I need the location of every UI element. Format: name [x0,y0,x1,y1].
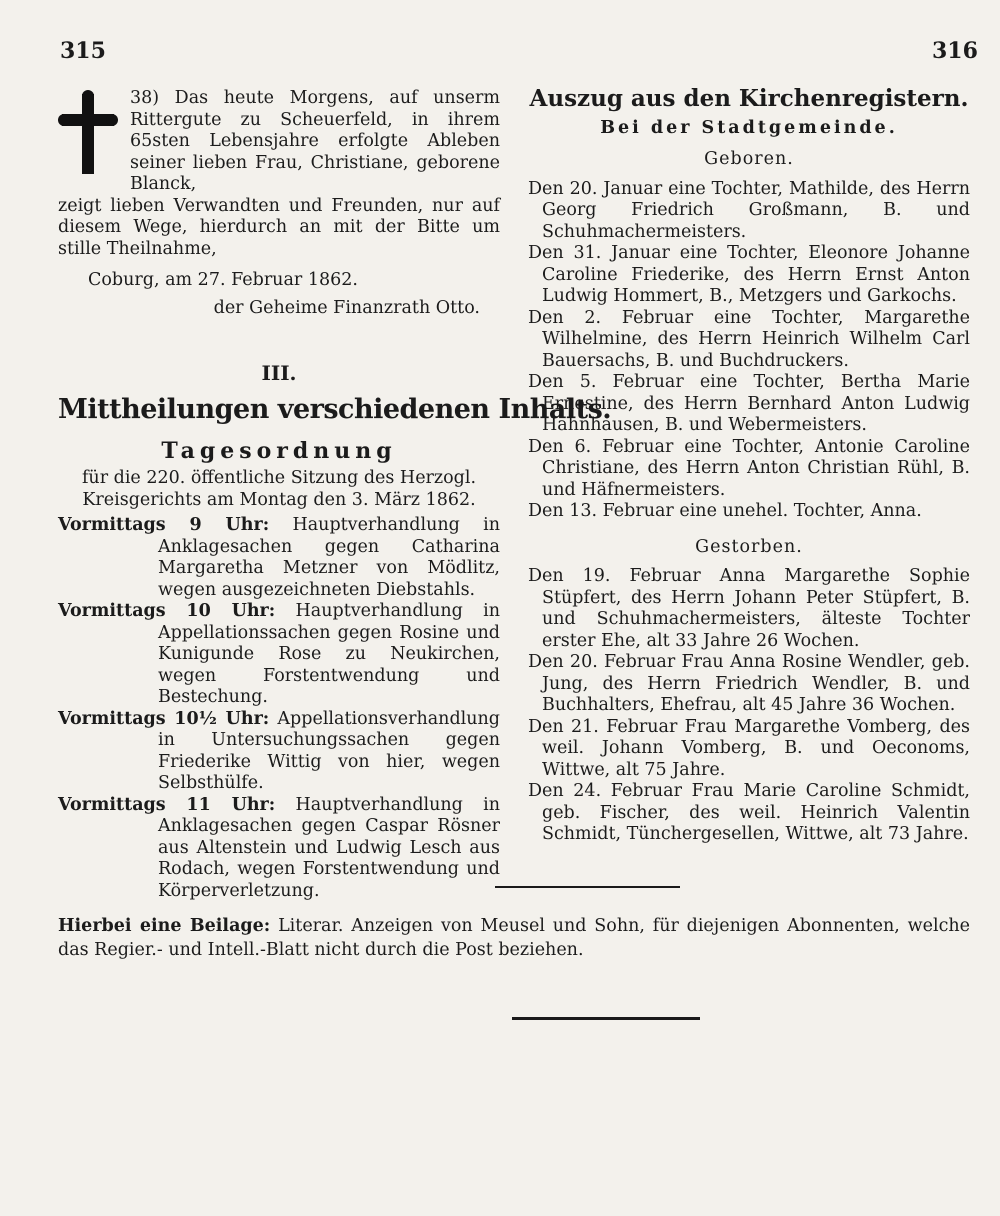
page-number-left: 315 [60,38,106,64]
agenda-text: Hauptverhandlung in Anklagesachen gegen Catharina Margaretha Metzner von Mödlitz, wegen ausgezeichneten Diebstahls. [158,515,500,600]
born-entry: Den 5. Februar eine Tochter, Bertha Marie Ernestine, des Herrn Bernhard Anton Ludwig Hahnhausen, B. und Webermeisters. [528,372,970,435]
end-rule [512,1017,700,1020]
agenda-time: Vormittags 9 Uhr: [58,515,270,535]
agenda-text: Appellationsverhandlung in Untersuchungssachen gegen Friederike Wittig von hier, wegen Selbsthülfe. [158,708,500,793]
notice-signature: der Geheime Finanzrath Otto. [213,297,480,318]
died-entry: Den 20. Februar Frau Anna Rosine Wendler, geb. Jung, des Herrn Friedrich Wendler, B. und Buchhalters, Ehefrau, alt 45 Jahre 36 Wochen. [528,652,970,715]
agenda-text: Hauptverhandlung in Anklagesachen gegen Caspar Rösner aus Altenstein und Ludwig Lesch aus Rodach, wegen Forstentwendung und Körperverletzung. [158,794,500,901]
supplement-note [58,914,970,962]
died-heading: Gestorben. [695,536,803,557]
born-entry: Den 31. Januar eine Tochter, Eleonore Johanne Caroline Friederike, des Herrn Ernst Anton Ludwig Hommert, B., Metzgers und Garkochs. [528,243,970,306]
died-entry: Den 19. Februar Anna Margarethe Sophie Stüpfert, des Herrn Johann Peter Stüpfert, B. und Schuhmachermeisters, älteste Tochter erster Ehe, alt 33 Jahre 26 Wochen. [528,566,970,651]
died-entry: Den 24. Februar Frau Marie Caroline Schmidt, geb. Fischer, des weil. Heinrich Valentin Schmidt, Tünchergesellen, Wittwe, alt 73 Jahre. [528,781,970,844]
notice-rest: zeigt lieben Verwandten und Freunden, nur auf diesem Wege, hierdurch an mit der Bitte um stille Theilnahme, [58,195,500,259]
notice-place-date: Coburg, am 27. Februar 1862. [88,270,358,290]
agenda-time: Vormittags 10 Uhr: [58,601,276,621]
agenda-subtitle: für die 220. öffentliche Sitzung des Herzogl. Kreisgerichts am Montag den 3. März 1862. [81,468,477,510]
notice-lead: 38) Das heute Morgens, auf unserm Rittergute zu Scheuerfeld, in ihrem 65sten Lebensjahre erfolgte Ableben seiner lieben Frau, Christiane, geborene Blanck, [130,88,500,194]
right-column [528,85,970,846]
born-entry: Den 20. Januar eine Tochter, Mathilde, des Herrn Georg Friedrich Großmann, B. und Schuhmachermeisters. [528,178,970,242]
born-entry: Den 6. Februar eine Tochter, Antonie Caroline Christiane, des Herrn Anton Christian Rühl, B. und Häfnermeisters. [528,436,970,500]
died-entry: Den 21. Februar Frau Margarethe Vomberg, des weil. Johann Vomberg, B. und Oeconoms, Wittwe, alt 75 Jahre. [528,716,970,780]
supplement-text: Literar. Anzeigen von Meusel und Sohn, für diejenigen Abonnenten, welche das Regier.- und Intell.-Blatt nicht durch die Post beziehen. [58,916,970,960]
cross-icon [58,90,118,176]
supplement-lead: Hierbei eine Beilage: [58,916,271,936]
agenda-entry [58,709,500,795]
agenda-text: Hauptverhandlung in Appellationssachen gegen Rosine und Kunigunde Rose zu Neukirchen, wegen Forstentwendung und Bestechung. [158,601,500,707]
born-entry: Den 13. Februar eine unehel. Tochter, Anna. [528,501,922,521]
born-heading: Geboren. [704,149,794,169]
registry-parish: Bei der Stadtgemeinde. [600,117,898,138]
page-number-right: 316 [932,38,978,64]
death-notice [58,88,500,260]
divider-rule [495,886,680,888]
agenda-time: Vormittags 10½ Uhr: [58,708,270,729]
agenda-entry [58,601,500,709]
left-column [58,88,612,902]
agenda-entry [58,515,500,601]
agenda-entry [58,795,500,903]
agenda-title: Tagesordnung [161,437,397,464]
section-heading: Mittheilungen verschiedenen Inhalts. [58,393,612,425]
registry-title: Auszug aus den Kirchenregistern. [529,85,969,112]
agenda-time: Vormittags 11 Uhr: [58,794,276,815]
born-entry: Den 2. Februar eine Tochter, Margarethe Wilhelmine, des Herrn Heinrich Wilhelm Carl Bauersachs, B. und Buchdruckers. [528,307,970,371]
section-number: III. [261,361,297,385]
